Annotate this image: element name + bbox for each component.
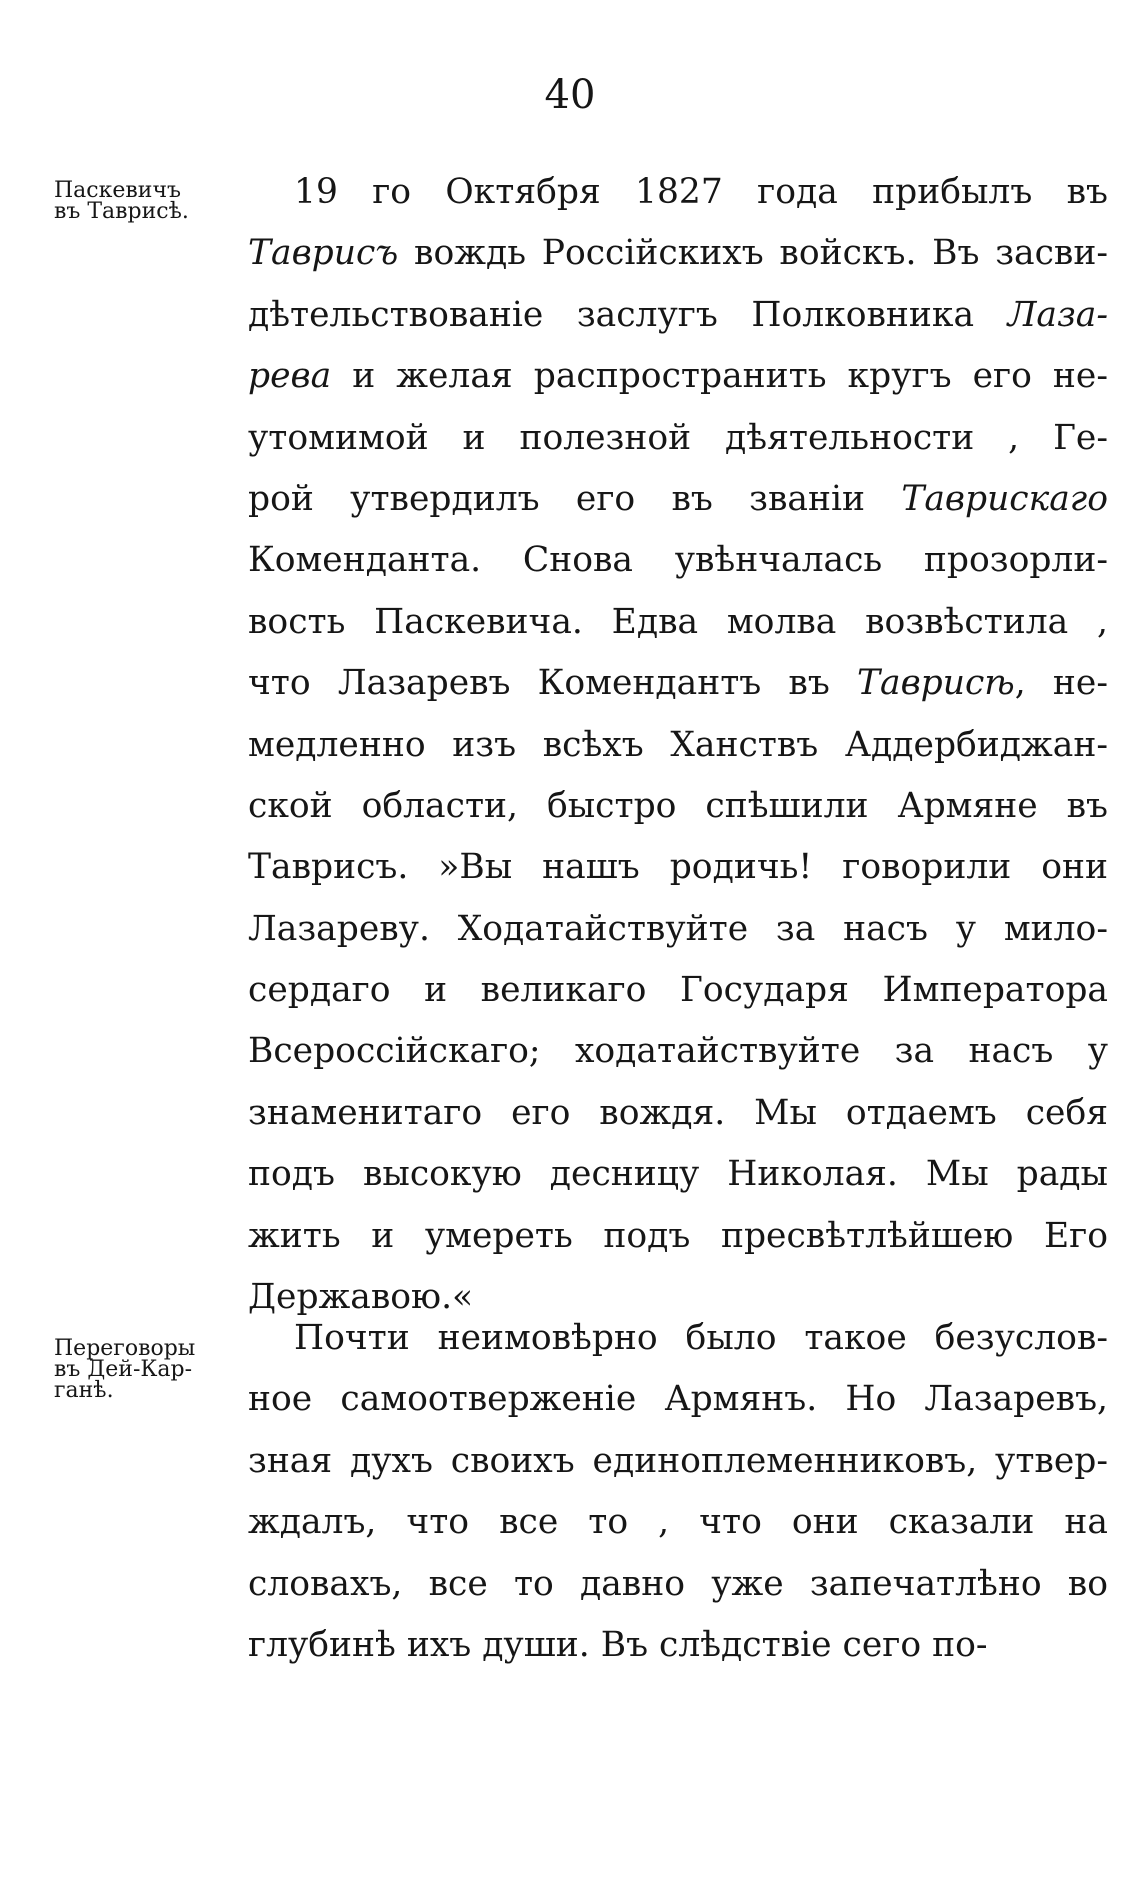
margin-note-line: въ Таврисѣ. [54, 199, 189, 224]
text-line: глубинѣ ихъ души. Въ слѣдствіе сего по- [248, 1624, 988, 1665]
margin-note-line: въ Дей-Кар- [54, 1357, 193, 1382]
paragraph-2 [248, 1308, 1108, 1676]
text-line: Таврисъ вождь Россійскихъ войскъ. Въ засви- [248, 233, 1108, 274]
text-line: Державою.« [248, 1277, 474, 1318]
text-line: знаменитаго его вождя. Мы отдаемъ себя [248, 1092, 1108, 1133]
text-line: Коменданта. Снова увѣнчалась прозорли- [248, 540, 1108, 581]
text-line: Почти неимовѣрно было такое безуслов- [294, 1318, 1108, 1358]
page-number: 40 [544, 72, 596, 118]
text-line: рева и желая распространить кругъ его не- [248, 356, 1108, 397]
margin-note-line: Переговоры [54, 1336, 196, 1361]
text-line: ждалъ, что все то , что они сказали на [248, 1502, 1108, 1543]
text-line: вость Паскевича. Едва молва возвѣстила , [248, 601, 1108, 642]
text-line: ской области, быстро спѣшили Армяне въ [248, 785, 1108, 826]
text-line: рой утвердилъ его въ званіи Таврискаго [248, 478, 1108, 519]
text-line: Таврисъ. »Вы нашъ родичь! говорили они [248, 847, 1108, 888]
text-line: утомимой и полезной дѣятельности , Ге- [248, 417, 1108, 458]
text-line: жить и умереть подъ пресвѣтлѣйшею Его [248, 1215, 1108, 1256]
text-line: дѣтельствованіе заслугъ Полковника Лаза- [248, 294, 1108, 335]
text-line: зная духъ своихъ единоплеменниковъ, утвер- [248, 1440, 1108, 1481]
text-line: сердаго и великаго Государя Императора [248, 970, 1108, 1011]
margin-note-negotiations [54, 1338, 250, 1401]
text-line: ное самоотверженіе Армянъ. Но Лазаревъ, [248, 1379, 1108, 1420]
text-line: Всероссійскаго; ходатайствуйте за насъ у [248, 1031, 1108, 1072]
text-line: Лазареву. Ходатайствуйте за насъ у мило- [248, 908, 1108, 949]
text-line: 19 го Октября 1827 года прибылъ въ [294, 172, 1108, 212]
text-line: подъ высокую десницу Николая. Мы рады [248, 1154, 1108, 1195]
paragraph-1 [248, 162, 1108, 1328]
margin-note-line: ганѣ. [54, 1378, 114, 1403]
text-line: медленно изъ всѣхъ Ханствъ Аддербиджан- [248, 724, 1108, 765]
text-line: что Лазаревъ Комендантъ въ Таврисѣ, не- [248, 663, 1108, 704]
margin-note-paskevich [54, 180, 250, 222]
margin-note-line: Паскевичъ [54, 178, 181, 203]
text-line: словахъ, все то давно уже запечатлѣно во [248, 1563, 1108, 1604]
